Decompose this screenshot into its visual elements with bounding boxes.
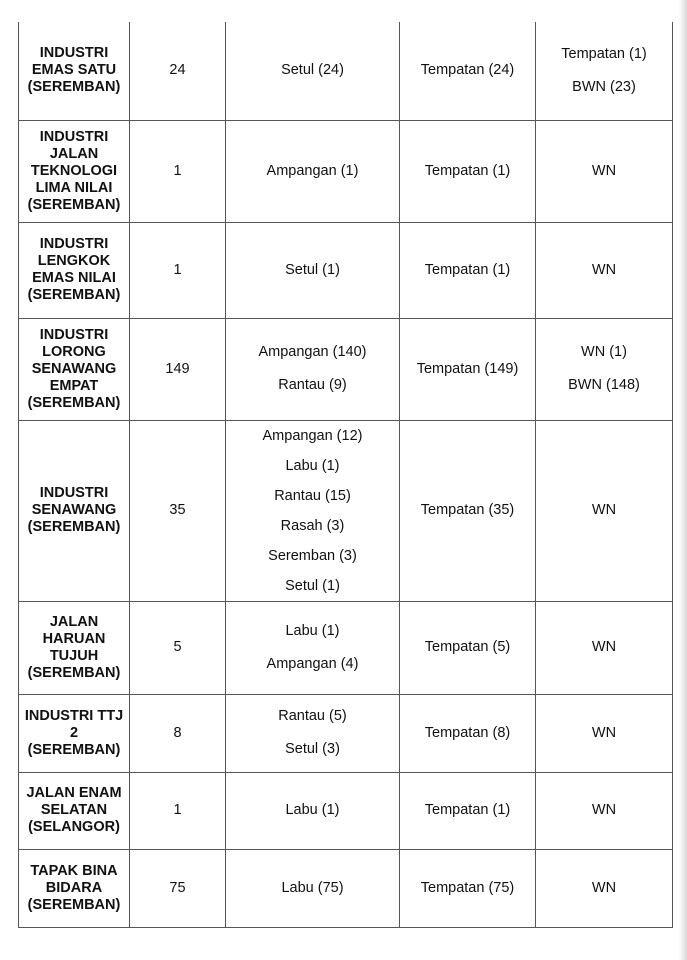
location-cell-line: INDUSTRI: [39, 236, 109, 252]
area-cell-line: Setul (1): [285, 261, 340, 278]
status-cell: [536, 22, 673, 120]
location-cell-line: JALAN ENAM: [26, 785, 122, 801]
location-cell-line: JALAN: [49, 145, 99, 162]
origin-cell: Tempatan (1): [400, 120, 536, 222]
area-cell-line: Ampangan (4): [266, 655, 359, 672]
case-count-cell: 1: [130, 772, 226, 849]
location-cell-line: SENAWANG: [31, 502, 117, 518]
table-row: [19, 772, 673, 849]
origin-cell: Tempatan (1): [400, 772, 536, 849]
location-cell: [19, 420, 130, 601]
location-cell: [19, 318, 130, 420]
case-count-cell: 1: [130, 222, 226, 318]
location-cell-line: INDUSTRI: [39, 326, 109, 343]
area-cell-line: Rasah (3): [280, 517, 345, 534]
area-cell: [226, 694, 400, 772]
table-row: [19, 22, 673, 120]
area-cell: [226, 601, 400, 694]
table-row: [19, 222, 673, 318]
status-cell: [536, 772, 673, 849]
location-cell: [19, 694, 130, 772]
area-cell: [226, 222, 400, 318]
case-count-cell: 35: [130, 420, 226, 601]
status-cell-line: WN: [591, 724, 617, 741]
status-cell-line: WN: [591, 162, 617, 179]
table-row: [19, 318, 673, 420]
case-count-cell: 24: [130, 22, 226, 120]
area-cell: [226, 849, 400, 927]
location-cell-line: (SEREMBAN): [27, 896, 121, 913]
status-cell-line: WN: [591, 879, 617, 896]
cluster-table-body: [19, 22, 673, 927]
origin-cell: Tempatan (1): [400, 222, 536, 318]
area-cell-line: Labu (1): [285, 622, 340, 639]
area-cell-line: Rantau (15): [274, 487, 351, 504]
location-cell-line: INDUSTRI TTJ: [24, 707, 124, 724]
location-cell-line: LORONG: [42, 343, 106, 360]
area-cell-line: Setul (24): [281, 62, 344, 79]
location-cell: [19, 222, 130, 318]
status-cell-line: WN: [591, 261, 617, 278]
location-cell: [19, 120, 130, 222]
location-cell-line: (SEREMBAN): [27, 664, 121, 681]
origin-cell: Tempatan (8): [400, 694, 536, 772]
area-cell: [226, 22, 400, 120]
location-cell-line: SELATAN: [40, 802, 108, 818]
area-cell: [226, 318, 400, 420]
area-cell: [226, 772, 400, 849]
origin-cell: Tempatan (24): [400, 22, 536, 120]
location-cell-line: SENAWANG: [31, 360, 117, 377]
origin-cell: Tempatan (75): [400, 849, 536, 927]
table-row: [19, 420, 673, 601]
location-cell-line: (SEREMBAN): [27, 519, 121, 535]
status-cell: [536, 318, 673, 420]
location-cell: [19, 601, 130, 694]
location-cell-line: JALAN: [49, 613, 99, 630]
area-cell-line: Setul (1): [285, 577, 340, 594]
area-cell-line: Rantau (9): [278, 377, 347, 393]
location-cell-line: INDUSTRI: [39, 45, 109, 62]
location-cell: [19, 849, 130, 927]
origin-cell: Tempatan (5): [400, 601, 536, 694]
table-row: [19, 120, 673, 222]
page-edge-shadow: [679, 0, 687, 960]
area-cell-line: Labu (1): [285, 802, 340, 818]
area-cell-line: Labu (75): [281, 879, 344, 896]
area-cell: [226, 120, 400, 222]
table-row: [19, 849, 673, 927]
location-cell-line: (SEREMBAN): [27, 394, 121, 411]
location-cell-line: INDUSTRI: [39, 128, 109, 145]
origin-cell: Tempatan (149): [400, 318, 536, 420]
area-cell-line: Rantau (5): [278, 708, 347, 724]
table-row: [19, 601, 673, 694]
location-cell-line: EMAS SATU: [31, 62, 117, 79]
location-cell-line: EMAS NILAI: [32, 270, 116, 286]
status-cell-line: Tempatan (1): [561, 45, 647, 62]
location-cell-line: (SELANGOR): [28, 819, 120, 835]
case-count-cell: 149: [130, 318, 226, 420]
status-cell: [536, 694, 673, 772]
status-cell: [536, 849, 673, 927]
case-count-cell: 8: [130, 694, 226, 772]
status-cell: [536, 222, 673, 318]
status-cell-line: WN: [591, 639, 617, 655]
location-cell-line: TUJUH: [49, 647, 99, 664]
cluster-table: [18, 22, 673, 928]
location-cell: [19, 772, 130, 849]
status-cell: [536, 420, 673, 601]
status-cell: [536, 120, 673, 222]
location-cell-line: BIDARA: [45, 879, 103, 896]
area-cell-line: Labu (1): [285, 457, 340, 474]
location-cell-line: LENGKOK: [37, 253, 111, 269]
area-cell-line: Ampangan (140): [258, 344, 367, 360]
status-cell-line: WN: [591, 802, 617, 818]
area-cell-line: Setul (3): [285, 741, 340, 757]
case-count-cell: 5: [130, 601, 226, 694]
location-cell-line: 2 (SEREMBAN): [27, 724, 121, 758]
origin-cell: Tempatan (35): [400, 420, 536, 601]
location-cell-line: TAPAK BINA: [30, 862, 118, 879]
location-cell-line: EMPAT: [49, 377, 99, 394]
area-cell-line: Ampangan (12): [262, 427, 363, 444]
location-cell-line: HARUAN: [42, 630, 106, 647]
location-cell-line: (SEREMBAN): [27, 196, 121, 213]
area-cell: [226, 420, 400, 601]
status-cell-line: BWN (23): [572, 78, 636, 95]
location-cell-line: INDUSTRI: [39, 485, 109, 501]
status-cell-line: BWN (148): [568, 377, 640, 393]
case-count-cell: 1: [130, 120, 226, 222]
location-cell: [19, 22, 130, 120]
table-row: [19, 694, 673, 772]
status-cell-line: WN (1): [581, 344, 627, 360]
area-cell-line: Seremban (3): [268, 547, 357, 564]
location-cell-line: (SEREMBAN): [27, 287, 121, 303]
location-cell-line: (SEREMBAN): [27, 79, 121, 96]
location-cell-line: TEKNOLOGI: [30, 162, 118, 179]
case-count-cell: 75: [130, 849, 226, 927]
location-cell-line: LIMA NILAI: [35, 179, 113, 196]
status-cell: [536, 601, 673, 694]
area-cell-line: Ampangan (1): [266, 162, 359, 179]
status-cell-line: WN: [591, 502, 617, 518]
